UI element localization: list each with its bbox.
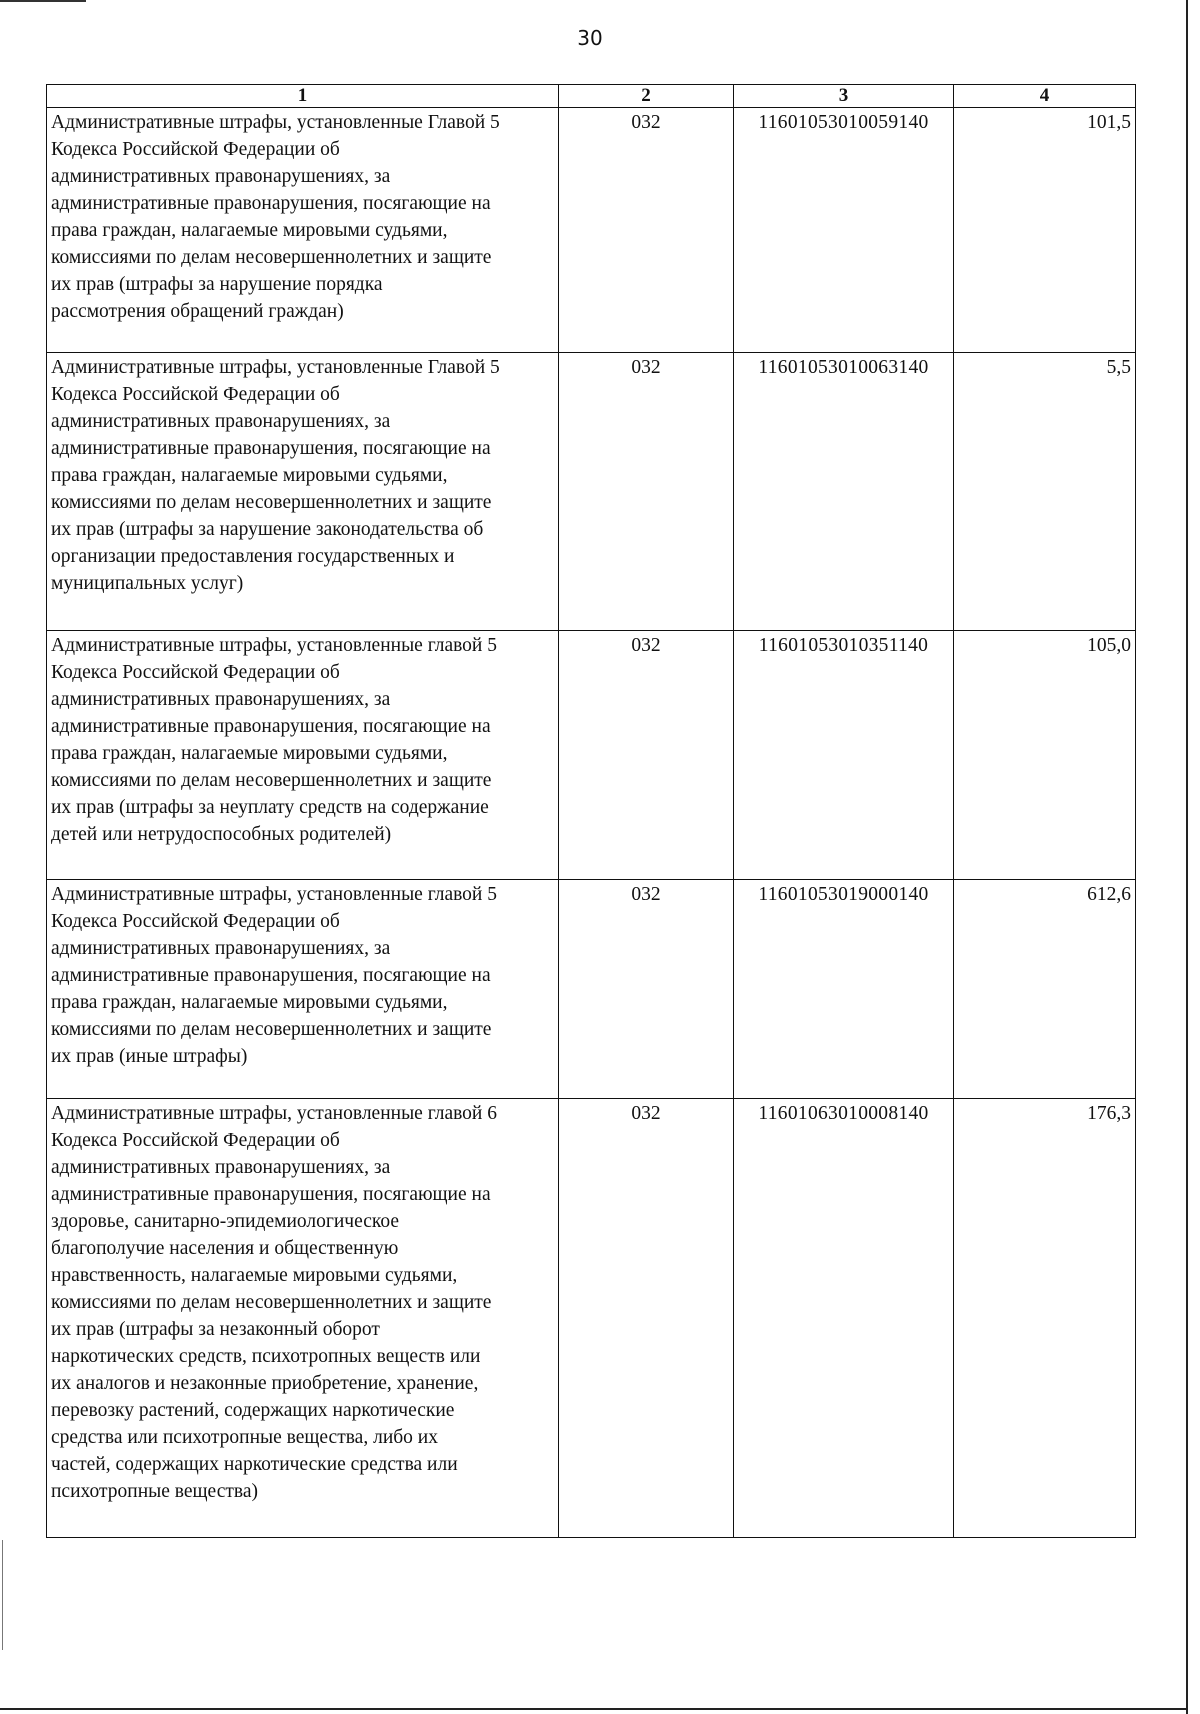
budget-classification-code: 11601063010008140 (734, 1099, 954, 1538)
table-row (47, 108, 1136, 353)
budget-classification-code: 11601053010351140 (734, 631, 954, 880)
amount: 5,5 (954, 353, 1136, 631)
table-row (47, 1099, 1136, 1538)
fine-description: Административные штрафы, установленные Главой 5 Кодекса Российской Федерации об административных правонарушениях, за административные правонарушения, посягающие на права граждан, налагаемые мировыми судьями, комиссиями по делам несовершеннолетних и защите их прав (штрафы за нарушение законодательства об организации предоставления государственных и муниципальных услуг) (47, 353, 559, 631)
table-row (47, 353, 1136, 631)
amount: 176,3 (954, 1099, 1136, 1538)
fines-table (46, 84, 1136, 1538)
fine-description: Административные штрафы, установленные главой 6 Кодекса Российской Федерации об административных правонарушениях, за административные правонарушения, посягающие на здоровье, санитарно-эпидемиологическое благополучие населения и общественную нравственность, налагаемые мировыми судьями, комиссиями по делам несовершеннолетних и защите их прав (штрафы за незаконный оборот наркотических средств, психотропных веществ или их аналогов и незаконные приобретение, хранение, перевозку растений, содержащих наркотические средства или психотропные вещества, либо их частей, содержащих наркотические средства или психотропные вещества) (47, 1099, 559, 1538)
administrator-code: 032 (559, 1099, 734, 1538)
table-header-row (47, 85, 1136, 108)
header-col-2: 2 (559, 85, 734, 108)
scan-artifact-left-edge (2, 1540, 3, 1650)
budget-classification-code: 11601053010059140 (734, 108, 954, 353)
fine-description: Административные штрафы, установленные Главой 5 Кодекса Российской Федерации об административных правонарушениях, за административные правонарушения, посягающие на права граждан, налагаемые мировыми судьями, комиссиями по делам несовершеннолетних и защите их прав (штрафы за нарушение порядка рассмотрения обращений граждан) (47, 108, 559, 353)
scan-artifact-top-line (0, 0, 86, 2)
fine-description: Административные штрафы, установленные главой 5 Кодекса Российской Федерации об административных правонарушениях, за административные правонарушения, посягающие на права граждан, налагаемые мировыми судьями, комиссиями по делам несовершеннолетних и защите их прав (иные штрафы) (47, 880, 559, 1099)
amount: 612,6 (954, 880, 1136, 1099)
budget-classification-code: 11601053019000140 (734, 880, 954, 1099)
budget-classification-code: 11601053010063140 (734, 353, 954, 631)
page-number: 30 (577, 26, 603, 50)
administrator-code: 032 (559, 353, 734, 631)
header-col-4: 4 (954, 85, 1136, 108)
table-row (47, 631, 1136, 880)
fine-description: Административные штрафы, установленные главой 5 Кодекса Российской Федерации об административных правонарушениях, за административные правонарушения, посягающие на права граждан, налагаемые мировыми судьями, комиссиями по делам несовершеннолетних и защите их прав (штрафы за неуплату средств на содержание детей или нетрудоспособных родителей) (47, 631, 559, 880)
administrator-code: 032 (559, 631, 734, 880)
administrator-code: 032 (559, 880, 734, 1099)
header-col-3: 3 (734, 85, 954, 108)
amount: 105,0 (954, 631, 1136, 880)
header-col-1: 1 (47, 85, 559, 108)
table-row (47, 880, 1136, 1099)
scan-artifact-right-edge (1186, 0, 1188, 1714)
administrator-code: 032 (559, 108, 734, 353)
scan-artifact-bottom-edge (0, 1708, 1188, 1710)
amount: 101,5 (954, 108, 1136, 353)
